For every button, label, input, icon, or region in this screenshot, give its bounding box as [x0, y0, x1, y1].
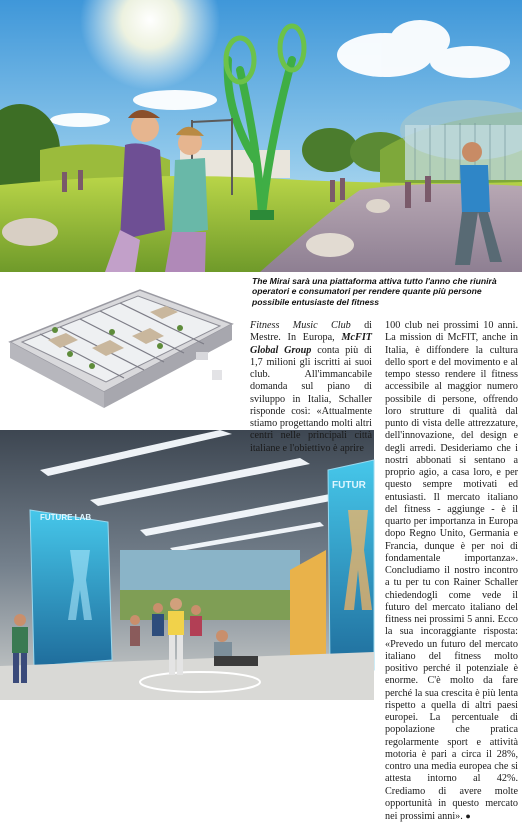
group-name: McFIT Global Group [250, 332, 372, 356]
article-text-2: conta più di 1,7 milioni gli iscritti ai suoi club. All'immancabile domanda sul piano di sviluppo in Italia, Schaller risponde così: «Attualmente stiamo progettando molti altri centri nelle principali città italiane e l'obiettivo è aprire [250, 344, 372, 454]
hero-caption: The Mirai sarà una piattaforma attiva tutto l'anno che riunirà operatori e consumatori per rendere quante più persone possibile entusiaste del fitness [252, 276, 497, 307]
article-paragraph-1 [250, 320, 372, 455]
architecture-model-image [0, 282, 244, 430]
article-paragraph-2 [385, 320, 518, 823]
floorplan-model-image [0, 282, 244, 430]
article-text-3: 100 club nei prossimi 10 anni. La mission di McFIT, anche in Italia, è diffondere la cultura dello sport e del movimento e al tempo stesso rendere il fitness accessibile al maggior numero possibile di persone, offrendo loro strutture di qualità dal punto di vista delle attrezzature, dell'innovazione, del design e degli arredi. Desideriamo che i nostri abbonati si sentano a proprio agio, a casa loro, e per questo sempre motivati ed entusiasti. Il mercato italiano del fitness - aggiunge - è il quarto per importanza in Europa dopo Regno Unito, Germania e Francia, dunque è per noi di fondamentale importanza». Concludiamo il nostro incontro a tu per tu con Rainer Schaller chiedendogli come vede il futuro del mercato italiano del fitness nei prossimi 5 anni. Ecco la sua incoraggiante risposta: «Prevedo un futuro del mercato italiano del fitness molto positivo perché il potenziale è enorme. C'è molto da fare perché la sua crescita è più lenta rispetto a quella di altri paesi europei. La percentuale di popolazione che pratica regolarmente sport e attività motoria è pari a circa il 28%, contro una media europea che si attesta intorno al 42%. Crediamo di avere molte opportunità in questo mercato nei prossimi anni». [385, 320, 518, 822]
article-column-2 [385, 320, 518, 822]
sign-future-lab: FUTURE LAB [40, 513, 92, 522]
future-lab-image [0, 430, 374, 700]
hero-illustration [0, 0, 522, 272]
sign-future-right: FUTUR [332, 480, 366, 491]
club-name: Fitness Music Club [250, 320, 351, 331]
article-column-1 [250, 320, 372, 455]
article-text-1: di Mestre. In Europa, [250, 320, 372, 344]
park-scene-image [0, 0, 522, 272]
future-lab-illustration [0, 430, 374, 700]
end-mark: ● [465, 811, 471, 821]
